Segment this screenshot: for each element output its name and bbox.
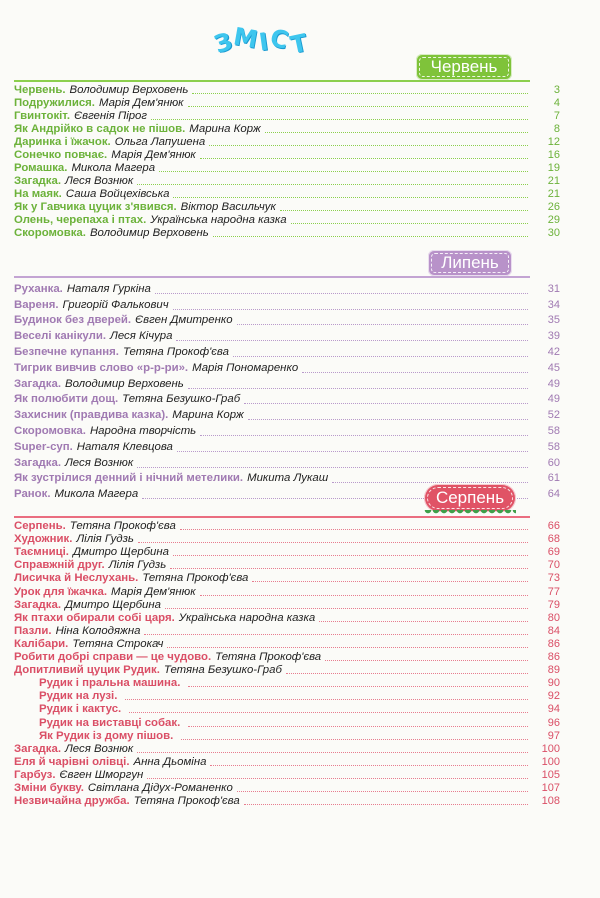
entry-author: Григорій Фалькович <box>62 298 169 311</box>
entry-page-number: 58 <box>547 440 560 453</box>
toc-entry <box>14 188 560 201</box>
toc-entry <box>14 585 560 598</box>
entry-author: Марія Дем'янюк <box>111 149 196 161</box>
toc-entry <box>14 392 560 408</box>
toc-entry <box>14 730 560 743</box>
entry-page-number: 49 <box>547 377 560 390</box>
entry-title: Загадка. <box>14 598 61 611</box>
entry-author: Лілія Гудзь <box>76 533 134 546</box>
dot-leader <box>138 542 528 543</box>
toc-entry <box>14 84 560 97</box>
entry-title: Рудик на виставці собак. <box>39 716 181 729</box>
dot-leader <box>213 236 528 237</box>
entry-page-number: 64 <box>547 488 560 501</box>
dot-leader <box>302 372 528 373</box>
entry-page-number: 49 <box>547 393 560 406</box>
toc-entry <box>14 572 560 585</box>
entry-title: Зміни букву. <box>14 781 84 794</box>
section-divider <box>14 276 530 278</box>
entry-author: Леся Вознюк <box>64 742 134 755</box>
entry-title: Пазли. <box>14 624 52 637</box>
toc-entry <box>14 677 560 690</box>
entry-author: Тетяна Прокоф'єва <box>122 345 229 358</box>
entry-page-number: 16 <box>547 149 560 161</box>
dot-leader <box>188 388 528 389</box>
entry-page-number: 34 <box>547 298 560 311</box>
toc-entry <box>14 533 560 546</box>
entry-page-number: 79 <box>547 598 560 611</box>
entry-title: Рудик на лузі. <box>39 690 118 703</box>
toc-entry <box>14 520 560 533</box>
entry-page-number: 68 <box>547 533 560 546</box>
entry-author: Дмитро Щербина <box>64 598 161 611</box>
dot-leader <box>151 119 528 120</box>
entry-title: Еля й чарівні олівці. <box>14 755 130 768</box>
dot-leader <box>155 293 528 294</box>
entry-title: Рудик і пральна машина. <box>39 677 181 690</box>
dot-leader <box>237 791 528 792</box>
entry-page-number: 60 <box>547 456 560 469</box>
entry-author: Євген Шморгун <box>59 768 144 781</box>
toc-entry <box>14 97 560 110</box>
dot-leader <box>200 595 528 596</box>
toc-entry <box>14 407 560 423</box>
toc-entry <box>14 136 560 149</box>
toc-entry <box>14 612 560 625</box>
dot-leader <box>237 324 528 325</box>
toc-entry <box>14 769 560 782</box>
entry-page-number: 80 <box>547 611 560 624</box>
entry-page-number: 61 <box>547 472 560 485</box>
entry-title: Ранок. <box>14 488 51 501</box>
entry-author: Євген Дмитренко <box>135 314 233 327</box>
dot-leader <box>188 726 528 727</box>
toc-entry <box>14 214 560 227</box>
entry-page-number: 39 <box>547 330 560 343</box>
toc-entry <box>14 546 560 559</box>
entry-title: Тигрик вивчив слово «р-р-ри». <box>14 361 189 374</box>
entry-title: Як у Гавчика цуцик з'явився. <box>14 201 177 213</box>
toc-entry <box>14 439 560 455</box>
dot-leader <box>137 467 528 468</box>
dot-leader <box>177 451 528 452</box>
entry-page-number: 89 <box>547 664 560 677</box>
section-label: Серпень <box>435 488 505 507</box>
toc-entry <box>14 227 560 240</box>
entry-page-number: 26 <box>547 201 560 213</box>
title-letter: М <box>231 22 260 54</box>
toc-entry <box>14 782 560 795</box>
entry-page-number: 4 <box>553 97 560 109</box>
toc-entry <box>14 625 560 638</box>
toc-entry <box>14 281 560 297</box>
title-letter: Т <box>287 28 310 60</box>
entry-title: Захисник (правдива казка). <box>14 409 169 422</box>
toc-entry <box>14 756 560 769</box>
entry-page-number: 108 <box>541 795 560 808</box>
entry-title: Веселі канікули. <box>14 330 107 343</box>
toc-entry <box>14 360 560 376</box>
toc-entry <box>14 599 560 612</box>
entry-page-number: 45 <box>547 361 560 374</box>
section-label: Липень <box>441 253 499 272</box>
entry-author: Євгенія Пірог <box>74 110 148 122</box>
entry-author: Саша Войцехівська <box>65 188 170 200</box>
dot-leader <box>125 699 528 700</box>
dot-leader <box>129 712 528 713</box>
entry-title: Олень, черепаха і птах. <box>14 214 147 226</box>
entry-title: Безпечне купання. <box>14 345 119 358</box>
dot-leader <box>265 132 528 133</box>
dot-leader <box>291 223 528 224</box>
toc-entry <box>14 201 560 214</box>
entry-author: Тетяна Прокоф'єва <box>69 520 176 533</box>
entry-title: Скоромовка. <box>14 227 86 239</box>
entry-author: Віктор Васильчук <box>180 201 276 213</box>
entry-title: Руханка. <box>14 282 63 295</box>
toc-entry <box>14 297 560 313</box>
entry-title: Подружилися. <box>14 97 95 109</box>
dot-leader <box>159 171 528 172</box>
toc-entry <box>14 795 560 808</box>
entry-title: Калібари. <box>14 637 69 650</box>
section-divider <box>14 80 530 82</box>
entry-title: Художник. <box>14 533 73 546</box>
toc-entry <box>14 559 560 572</box>
entry-title: Урок для їжачка. <box>14 585 107 598</box>
entry-author: Тетяна Прокоф'єва <box>215 651 322 664</box>
entry-title: Серпень. <box>14 520 66 533</box>
entry-author: Володимир Верховень <box>64 377 184 390</box>
entry-page-number: 97 <box>547 729 560 742</box>
dot-leader <box>173 309 528 310</box>
entry-author: Марина Корж <box>172 409 244 422</box>
entry-author: Володимир Верховень <box>69 84 189 96</box>
entry-author: Ніна Колодяжна <box>55 624 141 637</box>
entry-author: Тетяна Прокоф'єва <box>133 795 240 808</box>
entry-title: На маяк. <box>14 188 62 200</box>
dot-leader <box>173 555 528 556</box>
dot-leader <box>209 145 528 146</box>
entry-author: Народна творчість <box>89 424 197 437</box>
toc-entry <box>14 651 560 664</box>
section-august-list <box>14 520 560 808</box>
toc-entry <box>14 328 560 344</box>
entry-author: Леся Вознюк <box>64 456 134 469</box>
dot-leader <box>248 419 528 420</box>
title-letter: С <box>267 23 292 55</box>
entry-title: Ромашка. <box>14 162 68 174</box>
entry-page-number: 92 <box>547 690 560 703</box>
entry-title: Загадка. <box>14 456 61 469</box>
dot-leader <box>144 634 528 635</box>
dot-leader <box>192 93 528 94</box>
toc-entry <box>14 716 560 729</box>
entry-author: Світлана Дідух-Романенко <box>87 781 233 794</box>
toc-entry <box>14 313 560 329</box>
dot-leader <box>188 686 528 687</box>
entry-title: Гвинтокіт. <box>14 110 71 122</box>
entry-page-number: 66 <box>547 520 560 533</box>
entry-title: Загадка. <box>14 175 61 187</box>
toc-entry <box>14 149 560 162</box>
entry-author: Тетяна Прокоф'єва <box>142 572 249 585</box>
entry-page-number: 58 <box>547 424 560 437</box>
dot-leader <box>167 647 528 648</box>
entry-page-number: 90 <box>547 677 560 690</box>
dot-leader <box>181 739 528 740</box>
dot-leader <box>176 340 528 341</box>
toc-entry <box>14 455 560 471</box>
entry-page-number: 105 <box>541 768 560 781</box>
entry-author: Лілія Гудзь <box>108 559 167 572</box>
entry-author: Марина Корж <box>189 123 261 135</box>
dot-leader <box>147 778 528 779</box>
toc-entry <box>14 376 560 392</box>
entry-author: Марія Дем'янюк <box>111 585 196 598</box>
entry-page-number: 52 <box>547 409 560 422</box>
dot-leader <box>244 403 528 404</box>
entry-author: Володимир Верховень <box>89 227 209 239</box>
entry-author: Українська народна казка <box>178 611 316 624</box>
entry-title: Даринка і їжачок. <box>14 136 111 148</box>
entry-page-number: 86 <box>547 651 560 664</box>
entry-page-number: 30 <box>547 227 560 239</box>
entry-page-number: 12 <box>547 136 560 148</box>
section-july-list <box>14 281 560 502</box>
entry-page-number: 86 <box>547 637 560 650</box>
entry-page-number: 94 <box>547 703 560 716</box>
dot-leader <box>319 621 528 622</box>
toc-entry <box>14 743 560 756</box>
toc-entry <box>14 123 560 136</box>
dot-leader <box>200 158 528 159</box>
dot-leader <box>137 184 528 185</box>
dot-leader <box>325 660 528 661</box>
dot-leader <box>244 804 528 805</box>
entry-author: Леся Кічура <box>110 330 173 343</box>
dot-leader <box>200 435 528 436</box>
entry-title: Лисичка й Неслухань. <box>14 572 139 585</box>
toc-entry <box>14 703 560 716</box>
entry-page-number: 29 <box>547 214 560 226</box>
dot-leader <box>252 581 528 582</box>
entry-author: Наталя Гуркіна <box>66 282 151 295</box>
entry-title: Як полюбити дощ. <box>14 393 119 406</box>
entry-author: Микита Лукаш <box>247 472 329 485</box>
entry-page-number: 21 <box>547 175 560 187</box>
contents-title <box>210 22 334 60</box>
toc-entry <box>14 175 560 188</box>
entry-title: Червень. <box>14 84 66 96</box>
entry-author: Микола Магера <box>54 488 139 501</box>
entry-author: Ольга Лапушена <box>114 136 206 148</box>
entry-page-number: 70 <box>547 559 560 572</box>
toc-entry <box>14 110 560 123</box>
entry-page-number: 42 <box>547 345 560 358</box>
dot-leader <box>210 765 528 766</box>
dot-leader <box>188 106 528 107</box>
toc-entry <box>14 344 560 360</box>
entry-page-number: 8 <box>553 123 560 135</box>
entry-page-number: 100 <box>541 742 560 755</box>
dot-leader <box>170 568 528 569</box>
entry-author: Тетяна Безушко-Граб <box>163 664 282 677</box>
section-badge-july <box>428 250 512 276</box>
entry-title: Super-суп. <box>14 440 73 453</box>
entry-title: Як Андрійко в садок не пішов. <box>14 123 186 135</box>
entry-author: Українська народна казка <box>150 214 287 226</box>
entry-title: Незвичайна дружба. <box>14 795 130 808</box>
entry-title: Вареня. <box>14 298 59 311</box>
dot-leader <box>173 197 528 198</box>
entry-page-number: 69 <box>547 546 560 559</box>
entry-page-number: 3 <box>553 84 560 96</box>
entry-title: Як птахи обирали собі царя. <box>14 611 175 624</box>
title-letter: З <box>210 26 236 59</box>
entry-author: Микола Магера <box>71 162 156 174</box>
title-letter: І <box>257 27 270 57</box>
entry-author: Тетяна Безушко-Граб <box>122 393 241 406</box>
entry-page-number: 35 <box>547 314 560 327</box>
entry-page-number: 96 <box>547 716 560 729</box>
entry-title: Таємниці. <box>14 546 69 559</box>
entry-author: Дмитро Щербина <box>72 546 169 559</box>
entry-page-number: 107 <box>541 781 560 794</box>
entry-author: Тетяна Строкач <box>72 637 164 650</box>
entry-page-number: 31 <box>547 282 560 295</box>
entry-title: Сонечко повчає. <box>14 149 108 161</box>
entry-page-number: 100 <box>541 755 560 768</box>
entry-page-number: 77 <box>547 585 560 598</box>
entry-author: Анна Дьоміна <box>133 755 207 768</box>
section-badge-august <box>424 484 516 512</box>
entry-author: Леся Вознюк <box>64 175 134 187</box>
toc-entry <box>14 423 560 439</box>
toc-entry <box>14 162 560 175</box>
section-june-list <box>14 84 560 240</box>
entry-page-number: 84 <box>547 624 560 637</box>
entry-author: Марія Дем'янюк <box>98 97 184 109</box>
entry-title: Будинок без дверей. <box>14 314 132 327</box>
entry-title: Загадка. <box>14 377 61 390</box>
entry-author: Марія Пономаренко <box>192 361 299 374</box>
section-badge-june <box>416 54 512 80</box>
entry-page-number: 7 <box>553 110 560 122</box>
entry-page-number: 73 <box>547 572 560 585</box>
entry-title: Рудик і кактус. <box>39 703 122 716</box>
entry-page-number: 21 <box>547 188 560 200</box>
dot-leader <box>165 608 528 609</box>
entry-title: Справжній друг. <box>14 559 105 572</box>
entry-title: Загадка. <box>14 742 61 755</box>
entry-title: Як зустрілися денний і нічний метелики. <box>14 472 244 485</box>
entry-page-number: 19 <box>547 162 560 174</box>
entry-title: Допитливий цуцик Рудик. <box>14 664 160 677</box>
dot-leader <box>286 673 528 674</box>
toc-entry <box>14 690 560 703</box>
toc-entry <box>14 638 560 651</box>
dot-leader <box>180 529 528 530</box>
section-label: Червень <box>430 57 498 76</box>
dot-leader <box>137 752 528 753</box>
toc-entry <box>14 664 560 677</box>
section-divider <box>14 516 530 518</box>
entry-author: Наталя Клевцова <box>76 440 173 453</box>
entry-title: Як Рудик із дому пішов. <box>39 729 174 742</box>
entry-title: Скоромовка. <box>14 424 86 437</box>
entry-title: Гарбуз. <box>14 768 56 781</box>
entry-title: Робити добрі справи — це чудово. <box>14 651 212 664</box>
dot-leader <box>280 210 528 211</box>
dot-leader <box>233 356 528 357</box>
